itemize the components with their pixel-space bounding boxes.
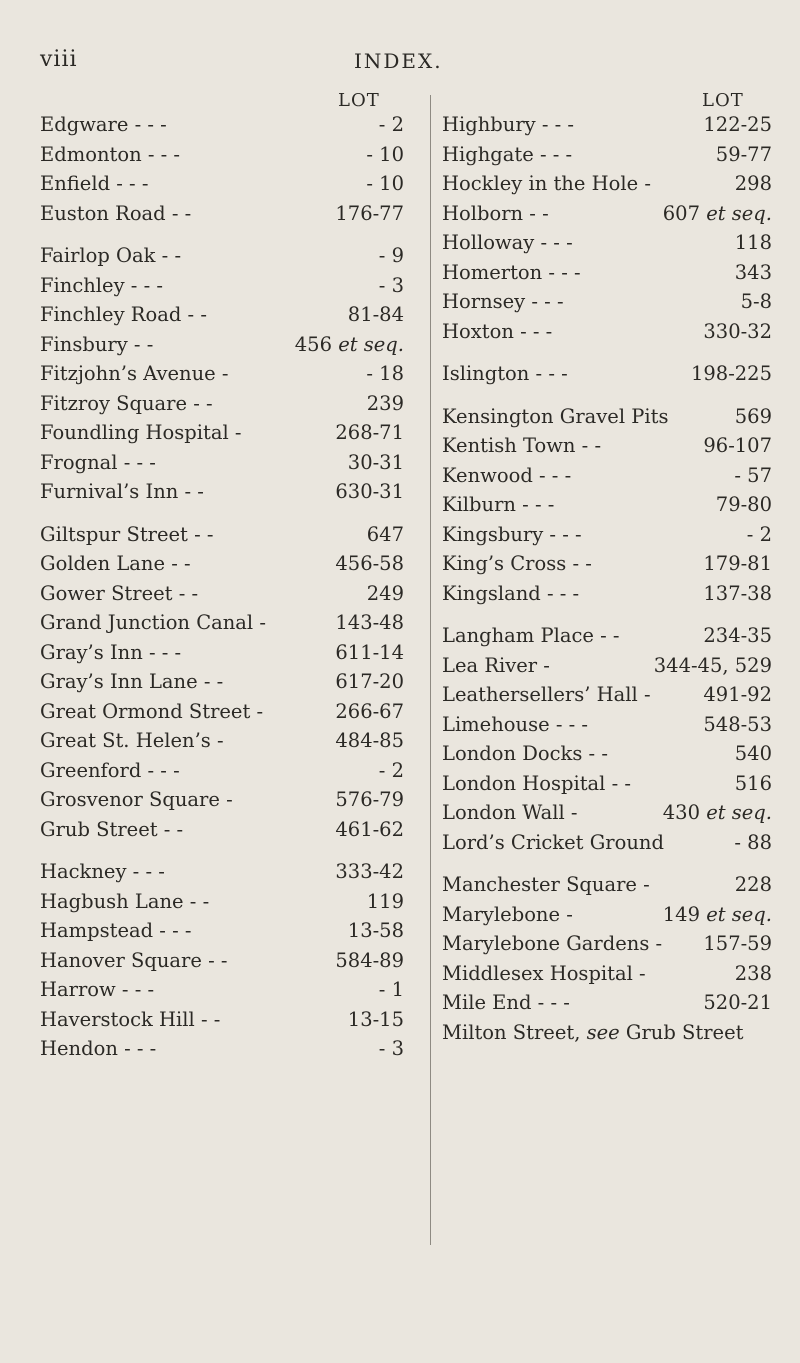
entry-ref: 176-77 bbox=[335, 201, 404, 225]
entry-name: London Docks - - bbox=[442, 742, 608, 765]
entry-ref: 333-42 bbox=[335, 860, 404, 883]
index-entry bbox=[442, 932, 772, 962]
entry-name: Kenwood - - - bbox=[442, 463, 572, 487]
index-entry bbox=[442, 713, 772, 743]
index-entry bbox=[40, 274, 404, 304]
index-entry bbox=[40, 818, 404, 848]
entry-ref: - 2 bbox=[378, 113, 404, 136]
entry-ref: 81-84 bbox=[347, 303, 404, 326]
index-entry bbox=[442, 742, 772, 772]
entry-name: Frognal - - - bbox=[40, 450, 156, 474]
entry-ref: 96-107 bbox=[703, 434, 772, 457]
entry-name: Fairlop Oak - - bbox=[40, 244, 182, 267]
entry-name: Kingsbury - - - bbox=[442, 522, 582, 546]
index-entry bbox=[442, 434, 772, 464]
entry-ref: - 88 bbox=[734, 830, 772, 854]
entry-ref: - 3 bbox=[378, 273, 404, 297]
index-entry bbox=[40, 788, 404, 818]
index-entry bbox=[442, 873, 772, 903]
entry-ref: 228 bbox=[734, 873, 772, 896]
entry-ref: 238 bbox=[734, 961, 772, 985]
entry-ref: - 18 bbox=[366, 362, 404, 385]
entry-name: Greenford - - - bbox=[40, 758, 180, 782]
entry-name: London Hospital - - bbox=[442, 771, 631, 795]
index-entry bbox=[40, 700, 404, 730]
index-entry bbox=[40, 421, 404, 451]
entry-name: Finchley - - - bbox=[40, 273, 163, 297]
entry-name: King’s Cross - - bbox=[442, 552, 592, 575]
index-entry bbox=[442, 683, 772, 713]
index-entry bbox=[442, 202, 772, 232]
entry-name: Fitzjohn’s Avenue - bbox=[40, 362, 229, 385]
index-entry bbox=[40, 978, 404, 1008]
index-entry bbox=[40, 1008, 404, 1038]
index-entry bbox=[40, 1037, 404, 1067]
index-entry bbox=[442, 552, 772, 582]
entry-ref: 119 bbox=[366, 889, 404, 913]
entry-name: Mile End - - - bbox=[442, 991, 570, 1014]
index-entry bbox=[442, 493, 772, 523]
index-entry bbox=[442, 320, 772, 350]
index-entry bbox=[442, 172, 772, 202]
entry-name: Gray’s Inn Lane - - bbox=[40, 670, 224, 693]
entry-name: Harrow - - - bbox=[40, 978, 155, 1001]
index-entry bbox=[40, 552, 404, 582]
entry-ref: 143-48 bbox=[335, 611, 404, 634]
entry-ref: 266-67 bbox=[335, 699, 404, 723]
entry-ref: 249 bbox=[366, 581, 404, 605]
entry-ref: 576-79 bbox=[335, 788, 404, 811]
entry-ref: 430 et seq. bbox=[662, 801, 772, 824]
index-entry bbox=[442, 903, 772, 933]
entry-name: Marylebone - bbox=[442, 902, 573, 926]
entry-name: Grand Junction Canal - bbox=[40, 611, 266, 634]
entry-name: Edgware - - - bbox=[40, 113, 167, 136]
entry-ref: 344-45, 529 bbox=[653, 653, 772, 677]
index-column-left bbox=[40, 113, 404, 1067]
entry-name: Grub Street - - bbox=[40, 817, 184, 841]
index-entry bbox=[442, 582, 772, 612]
entry-ref: 198-225 bbox=[690, 362, 772, 385]
lot-header-right: LOT bbox=[702, 90, 744, 111]
index-entry bbox=[442, 231, 772, 261]
entry-name: Kensington Gravel Pits bbox=[442, 404, 669, 428]
index-entry bbox=[442, 801, 772, 831]
entry-name: Hoxton - - - bbox=[442, 319, 553, 343]
index-entry bbox=[442, 523, 772, 553]
entry-name: Golden Lane - - bbox=[40, 552, 191, 575]
lot-header-left: LOT bbox=[338, 90, 380, 111]
entry-ref: 268-71 bbox=[335, 421, 404, 444]
entry-ref: 516 bbox=[734, 771, 772, 795]
running-head: INDEX. bbox=[354, 49, 443, 73]
entry-ref: - 57 bbox=[734, 463, 772, 487]
index-entry bbox=[40, 860, 404, 890]
entry-name: Highgate - - - bbox=[442, 142, 573, 166]
entry-ref: 343 bbox=[734, 260, 772, 284]
index-entry bbox=[442, 290, 772, 320]
column-divider bbox=[430, 95, 431, 1245]
index-entry bbox=[442, 991, 772, 1021]
entry-ref: 234-35 bbox=[703, 624, 772, 647]
entry-ref: 484-85 bbox=[335, 729, 404, 752]
entry-name: Milton Street, see Grub Street bbox=[442, 1020, 744, 1044]
entry-ref: 30-31 bbox=[347, 450, 404, 474]
index-entry bbox=[442, 831, 772, 861]
entry-name: Islington - - - bbox=[442, 362, 568, 385]
entry-name: Furnival’s Inn - - bbox=[40, 480, 204, 503]
entry-name: Fitzroy Square - - bbox=[40, 391, 213, 415]
entry-name: Enfield - - - bbox=[40, 172, 149, 195]
entry-name: Homerton - - - bbox=[442, 260, 581, 284]
entry-ref: - 2 bbox=[746, 522, 772, 546]
entry-name: Great Ormond Street - bbox=[40, 699, 264, 723]
entry-name: Euston Road - - bbox=[40, 201, 192, 225]
entry-ref: 5-8 bbox=[740, 290, 772, 313]
index-entry bbox=[442, 261, 772, 291]
index-entry bbox=[442, 405, 772, 435]
entry-name: London Wall - bbox=[442, 801, 578, 824]
entry-ref: 179-81 bbox=[703, 552, 772, 575]
entry-ref: 137-38 bbox=[703, 581, 772, 605]
index-entry bbox=[40, 333, 404, 363]
index-entry bbox=[40, 919, 404, 949]
entry-name: Lord’s Cricket Ground bbox=[442, 830, 664, 854]
entry-name: Giltspur Street - - bbox=[40, 522, 214, 546]
entry-ref: 118 bbox=[734, 231, 772, 254]
entry-name: Great St. Helen’s - bbox=[40, 729, 224, 752]
index-entry bbox=[40, 611, 404, 641]
entry-name: Holborn - - bbox=[442, 201, 549, 225]
entry-name: Kilburn - - - bbox=[442, 493, 555, 516]
entry-ref: 79-80 bbox=[715, 493, 772, 516]
entry-name: Kingsland - - - bbox=[442, 581, 580, 605]
index-entry bbox=[40, 582, 404, 612]
entry-name: Marylebone Gardens - bbox=[442, 932, 663, 955]
entry-ref: 59-77 bbox=[715, 142, 772, 166]
index-entry bbox=[442, 1021, 772, 1051]
index-entry bbox=[40, 113, 404, 143]
entry-name: Lea River - bbox=[442, 653, 550, 677]
entry-ref: 13-58 bbox=[347, 919, 404, 942]
index-entry bbox=[40, 172, 404, 202]
entry-ref: 122-25 bbox=[703, 113, 772, 136]
index-entry bbox=[40, 480, 404, 510]
index-entry bbox=[40, 890, 404, 920]
entry-name: Grosvenor Square - bbox=[40, 788, 233, 811]
entry-ref: 647 bbox=[366, 522, 404, 546]
index-entry bbox=[442, 654, 772, 684]
entry-ref: 149 et seq. bbox=[662, 902, 772, 926]
entry-name: Highbury - - - bbox=[442, 113, 575, 136]
index-entry bbox=[442, 624, 772, 654]
entry-ref: - 9 bbox=[378, 244, 404, 267]
index-entry bbox=[442, 464, 772, 494]
entry-name: Hagbush Lane - - bbox=[40, 889, 210, 913]
index-entry bbox=[40, 202, 404, 232]
entry-ref: 607 et seq. bbox=[662, 201, 772, 225]
entry-name: Hackney - - - bbox=[40, 860, 165, 883]
index-entry bbox=[40, 759, 404, 789]
entry-ref: - 2 bbox=[378, 758, 404, 782]
entry-name: Haverstock Hill - - bbox=[40, 1007, 221, 1031]
entry-ref: - 3 bbox=[378, 1037, 404, 1060]
entry-name: Gray’s Inn - - - bbox=[40, 640, 182, 664]
entry-ref: 461-62 bbox=[335, 817, 404, 841]
entry-ref: 298 bbox=[734, 172, 772, 195]
entry-name: Kentish Town - - bbox=[442, 434, 602, 457]
entry-name: Langham Place - - bbox=[442, 624, 620, 647]
entry-ref: 520-21 bbox=[703, 991, 772, 1014]
entry-ref: 491-92 bbox=[703, 683, 772, 706]
entry-name: Hanover Square - - bbox=[40, 948, 228, 972]
entry-ref: - 10 bbox=[366, 172, 404, 195]
entry-name: Holloway - - - bbox=[442, 231, 573, 254]
index-entry bbox=[40, 451, 404, 481]
entry-ref: 456-58 bbox=[335, 552, 404, 575]
index-entry bbox=[442, 113, 772, 143]
index-entry bbox=[442, 143, 772, 173]
entry-ref: 611-14 bbox=[335, 640, 404, 664]
entry-name: Gower Street - - bbox=[40, 581, 199, 605]
entry-name: Hampstead - - - bbox=[40, 919, 192, 942]
entry-name: Hockley in the Hole - bbox=[442, 172, 651, 195]
entry-name: Leathersellers’ Hall - bbox=[442, 683, 651, 706]
index-entry bbox=[40, 244, 404, 274]
entry-ref: 548-53 bbox=[703, 712, 772, 736]
entry-name: Manchester Square - bbox=[442, 873, 650, 896]
entry-ref: 584-89 bbox=[335, 948, 404, 972]
page-number: viii bbox=[40, 47, 78, 72]
entry-ref: - 1 bbox=[378, 978, 404, 1001]
index-entry bbox=[40, 729, 404, 759]
entry-name: Foundling Hospital - bbox=[40, 421, 242, 444]
index-entry bbox=[442, 362, 772, 392]
entry-ref: 630-31 bbox=[335, 480, 404, 503]
entry-ref: - 10 bbox=[366, 142, 404, 166]
index-entry bbox=[40, 303, 404, 333]
entry-ref: 456 et seq. bbox=[294, 332, 404, 356]
entry-ref: 330-32 bbox=[703, 319, 772, 343]
entry-name: Finsbury - - bbox=[40, 332, 154, 356]
entry-ref: 157-59 bbox=[703, 932, 772, 955]
entry-ref: 540 bbox=[734, 742, 772, 765]
index-column-right bbox=[442, 113, 772, 1050]
entry-ref: 239 bbox=[366, 391, 404, 415]
index-entry bbox=[40, 670, 404, 700]
entry-name: Middlesex Hospital - bbox=[442, 961, 646, 985]
index-entry bbox=[442, 772, 772, 802]
index-entry bbox=[442, 962, 772, 992]
entry-name: Hornsey - - - bbox=[442, 290, 564, 313]
index-entry bbox=[40, 362, 404, 392]
index-entry bbox=[40, 392, 404, 422]
entry-ref: 13-15 bbox=[347, 1007, 404, 1031]
entry-ref: 617-20 bbox=[335, 670, 404, 693]
index-entry bbox=[40, 523, 404, 553]
index-entry bbox=[40, 641, 404, 671]
entry-name: Hendon - - - bbox=[40, 1037, 157, 1060]
entry-name: Limehouse - - - bbox=[442, 712, 588, 736]
index-entry bbox=[40, 143, 404, 173]
entry-ref: 569 bbox=[734, 404, 772, 428]
entry-name: Finchley Road - - bbox=[40, 303, 207, 326]
entry-name: Edmonton - - - bbox=[40, 142, 181, 166]
index-entry bbox=[40, 949, 404, 979]
